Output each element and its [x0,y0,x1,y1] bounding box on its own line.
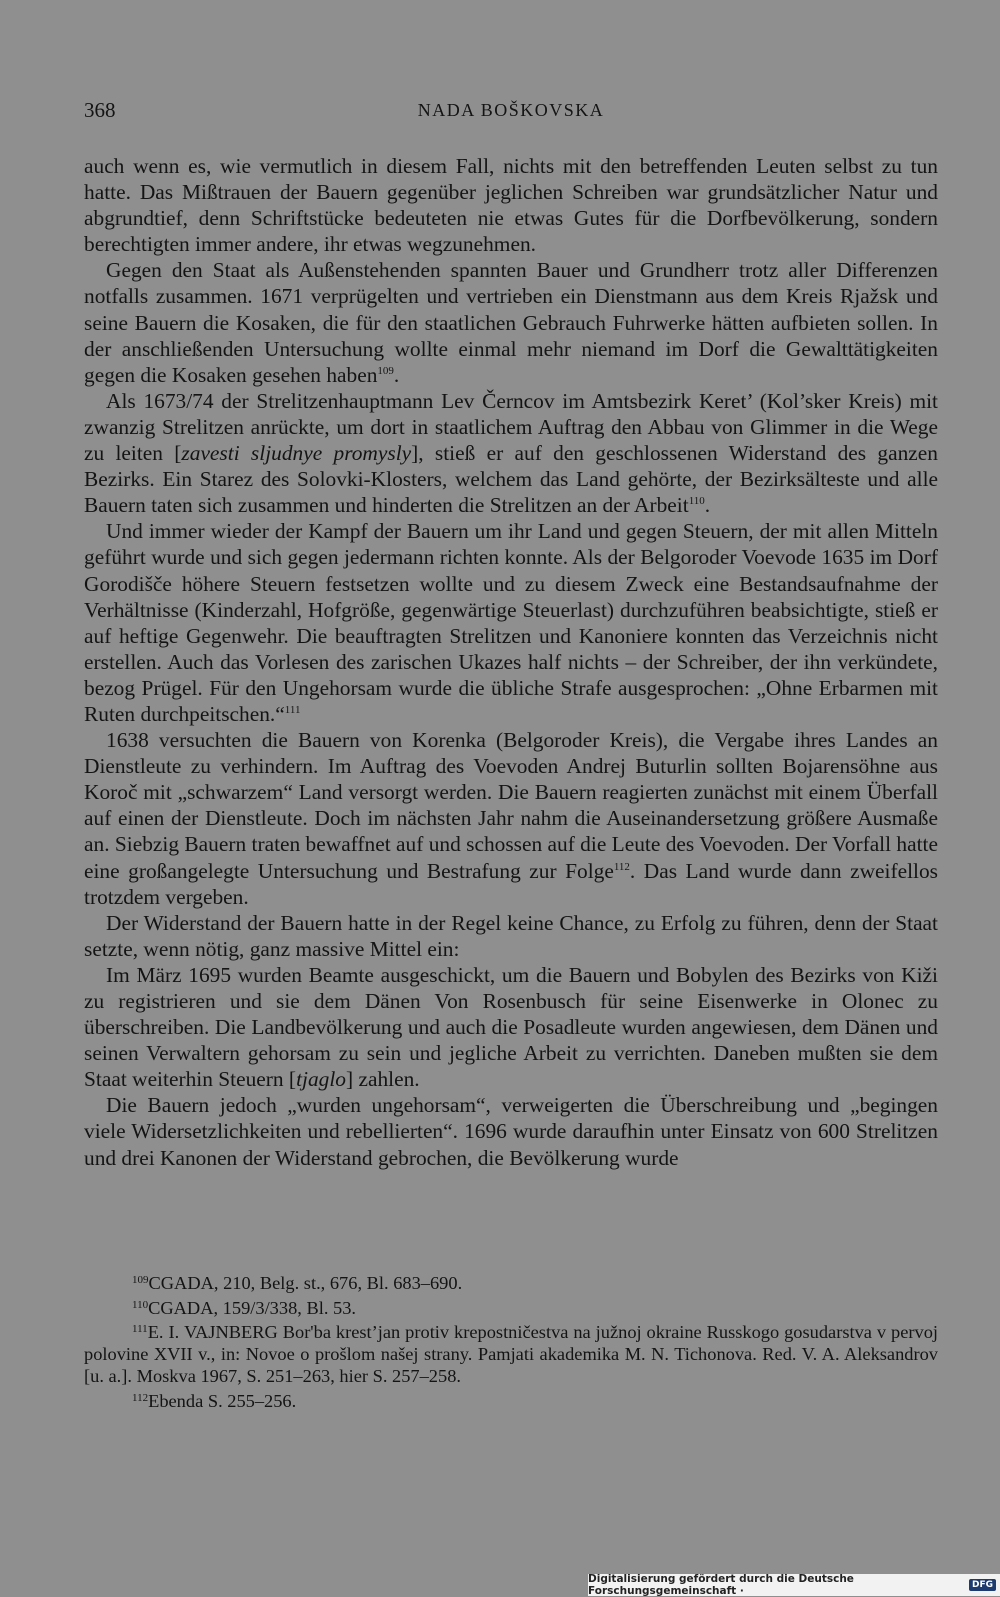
dfg-logo: DFG [969,1579,996,1591]
paragraph: Der Widerstand der Bauern hatte in der Regel keine Chance, zu Erfolg zu führen, denn der Staat setzte, wenn nötig, ganz massive Mittel ein: [84,910,938,961]
paragraph: Gegen den Staat als Außenstehenden spannten Bauer und Grundherr trotz aller Differenzen notfalls zusammen. 1671 verprügelten und vertrieben ein Dienstmann aus dem Kreis Rjažsk und seine Bauern die Kosaken, die für den staatlichen Gebrauch Fuhrwerke hätten aufbieten sollen. In der anschließenden Untersuchung wollte einmal mehr niemand im Dorf die Gewalttätigkeiten gegen die Kosaken gesehen haben$^{109}$. [84,258,938,387]
page-number: 368 [84,98,116,122]
footnote-ref: 109 [377,364,394,377]
footnote-ref: 111 [284,703,301,716]
digitization-footer [588,1574,1000,1596]
paragraph: Und immer wieder der Kampf der Bauern um ihr Land und gegen Steuern, der mit allen Mitteln geführt wurde und sich gegen jedermann richten konnte. Als der Belgoroder Voevode 1635 im Dorf Gorodišče höhere Steuern festsetzen wollte und zu diesem Zweck eine Bestandsaufnahme der Verhältnisse (Kinderzahl, Hofgröße, gegenwärtige Steuerlast) durchzuführen beabsichtigte, stieß er auf heftige Gegenwehr. Die beauftragten Strelitzen und Kanoniere konnten das Verzeichnis nicht erstellen. Auch das Vorlesen des zarischen Ukazes half nichts – der Schreiber, der ihn verkündete, bezog Prügel. Für den Ungehorsam wurde die übliche Strafe ausgesprochen: „Ohne Erbarmen mit Ruten durchpeitschen.“$^{111}$ [84,519,938,726]
paragraph: Als 1673/74 der Strelitzenhauptmann Lev Černcov im Amtsbezirk Keret’ (Kol’sker Kreis) mit zwanzig Strelitzen anrückte, um dort in staatlichem Auftrag den Abbau von Glimmer in die Wege zu leiten [zavesti sljudnye promysly], stieß er auf den geschlossenen Widerstand des ganzen Bezirks. Ein Starez des Solovki-Klosters, welchem das Land gehörte, der Bezirksälteste und alle Bauern taten sich zusammen und hinderten die Strelitzen an der Arbeit$^{110}$. [84,388,938,518]
paragraph: 1638 versuchten die Bauern von Korenka (Belgoroder Kreis), die Vergabe ihres Landes an Dienstleute zu verhindern. Im Auftrag des Voevoden Andrej Buturlin sollten Bojarensöhne aus Koroč mit „schwarzem“ Land versorgt werden. Die Bauern reagierten zunächst mit einem Überfall auf einen der Dienstleute. Doch im nächsten Jahr nahm die Auseinandersetzung größere Ausmaße an. Siebzig Bauern traten bewaffnet auf und schossen auf die Leute des Voevoden. Der Vorfall hatte eine großangelegte Untersuchung und Bestrafung zur Folge$^{112}$. Das Land wurde dann zweifellos trotzdem vergeben. [84,728,938,909]
footnote: 110CGADA, 159/3/338, Bl. 53. [132,1297,357,1318]
paragraph: Im März 1695 wurden Beamte ausgeschickt, um die Bauern und Bobylen des Bezirks von Kiži zu registrieren und sie dem Dänen Von Rosenbusch für seine Eisenwerke in Olonec zu überschreiben. Die Landbevölkerung und auch die Posadleute wurden angewiesen, dem Dänen und seinen Verwaltern gehorsam zu sein und jegliche Arbeit zu verrichten. Daneben mußten sie dem Staat weiterhin Steuern [tjaglo] zahlen. [84,962,938,1092]
footnotes [84,1270,938,1412]
footnote: 109CGADA, 210, Belg. st., 676, Bl. 683–690. [132,1273,463,1293]
footer-text: Digitalisierung gefördert durch die Deutsche Forschungsgemeinschaft · [588,1573,854,1597]
paragraph: auch wenn es, wie vermutlich in diesem Fall, nichts mit den betreffenden Leuten selbst zu tun hatte. Das Mißtrauen der Bauern gegenüber jeglichen Schreiben war grundsätzlicher Natur und abgrundtief, denn Schriftstücke bedeuteten nie etwas Gutes für die Dorfbevölkerung, sondern berechtigten immer andere, ihr etwas wegzunehmen. [84,154,938,257]
footnote-ref: 110 [688,495,705,508]
paragraph: Die Bauern jedoch „wurden ungehorsam“, verweigerten die Überschreibung und „begingen viele Widersetzlichkeiten und rebellierten“. 1696 wurde daraufhin unter Einsatz von 600 Strelitzen und drei Kanonen der Widerstand gebrochen, die Bevölkerung wurde [84,1093,938,1170]
page-header [84,98,938,128]
footnote: 112Ebenda S. 255–256. [132,1390,297,1411]
footnote: 111E. I. VAJNBERG Bor'ba krest’jan protiv krepostničestva na južnoj okraine Russkogo gosudarstva v pervoj polovine XVII v., in: Novoe o prošlom našej strany. Pamjati akademika M. N. Tichonova. Red. V. A. Aleksandrov [u. a.]. Moskva 1967, S. 251–263, hier S. 257–258. [84,1322,938,1386]
running-head: NADA BOŠKOVSKA [417,100,605,120]
footnote-ref: 112 [613,860,630,873]
body-text [84,153,938,1171]
